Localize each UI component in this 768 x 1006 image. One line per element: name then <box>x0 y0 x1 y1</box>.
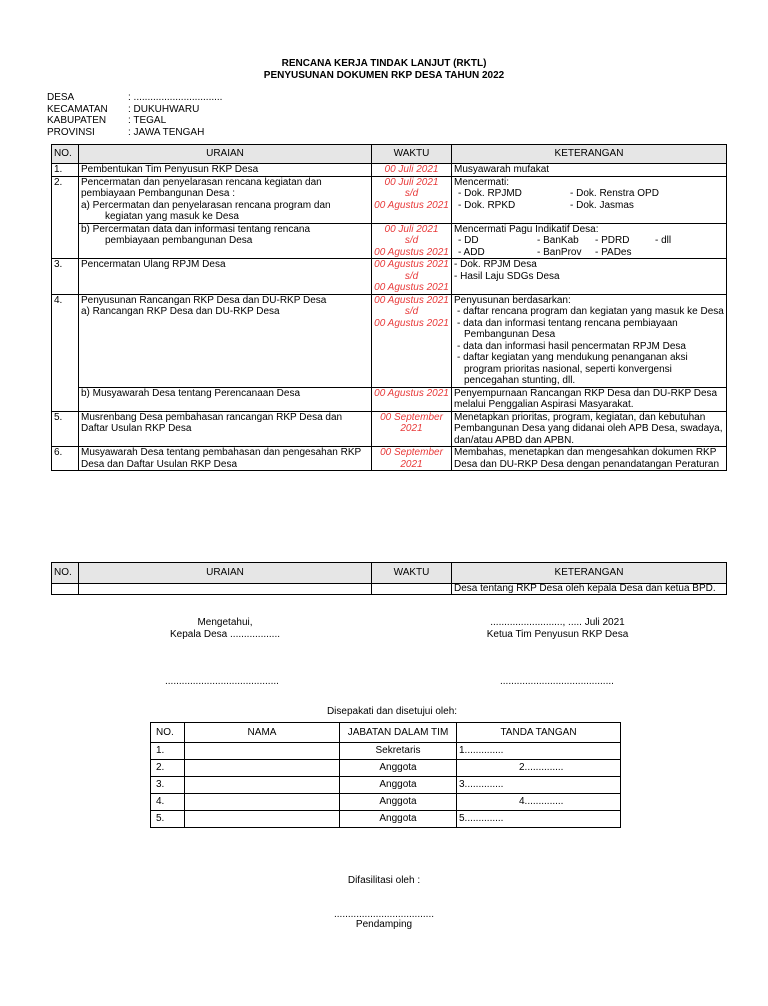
row-nama <box>185 811 340 828</box>
sign-line-left: ......................................... <box>165 676 279 687</box>
uraian-line: Musyawarah Desa tentang pembahasan dan pengesahan RKP <box>81 447 362 458</box>
ket-line: Mencermati Pagu Indikatif Desa: <box>454 223 599 235</box>
sign-date: .........................., ..... Juli 2021 <box>490 617 625 628</box>
row-keterangan <box>452 387 727 411</box>
row-uraian <box>79 294 372 387</box>
col-no: NO. <box>151 723 185 743</box>
facilitator-role: Pendamping <box>355 919 413 930</box>
row-no: 1. <box>52 164 79 177</box>
row-waktu <box>372 259 452 295</box>
ket-line: Mencermati: <box>454 176 510 188</box>
ket-item: - PADes <box>595 246 632 258</box>
col-no: NO. <box>52 145 79 164</box>
row-nama <box>185 743 340 760</box>
table-row <box>52 176 727 223</box>
col-keterangan: KETERANGAN <box>452 563 727 584</box>
row-ttd: 1.............. <box>457 743 621 760</box>
uraian-line: Pencermatan dan penyelarasan rencana kegiatan dan <box>81 176 322 188</box>
ket-item: - data dan informasi tentang rencana pembiayaan Pembangunan Desa <box>457 317 678 340</box>
waktu-line: 00 Agustus 2021 <box>374 259 449 270</box>
ket-line: - Dok. RPJM Desa <box>454 259 537 270</box>
ket-item: - dll <box>655 235 672 246</box>
waktu-line: s/d <box>404 270 419 282</box>
ket-line: - Hasil Laju SDGs Desa <box>454 270 560 282</box>
info-label: KECAMATAN <box>47 103 108 115</box>
waktu-line: 00 Agustus 2021 <box>374 246 449 258</box>
row-nama <box>185 760 340 777</box>
ket-line: Pembangunan Desa yang didanai oleh APB Desa, swadaya, <box>454 423 723 434</box>
info-value: : TEGAL <box>128 115 167 126</box>
row-waktu <box>372 411 452 447</box>
ket-line: Desa dan DU-RKP Desa dengan penandatangan Peraturan <box>454 458 719 470</box>
row-uraian: b) Musyawarah Desa tentang Perencanaan Desa <box>79 387 372 411</box>
sign-line-right: ......................................... <box>500 676 614 687</box>
ket-line: melalui Penggalian Aspirasi Masyarakat. <box>454 399 634 410</box>
ket-item: - PDRD <box>595 235 630 246</box>
table-row <box>151 811 621 828</box>
uraian-line: Desa dan Daftar Usulan RKP Desa <box>81 458 238 470</box>
row-no: 5. <box>151 811 185 828</box>
ket-item: - data dan informasi hasil pencermatan RPJM Desa <box>457 340 686 352</box>
row-no: 4. <box>52 294 79 387</box>
uraian-line: Daftar Usulan RKP Desa <box>81 423 192 434</box>
ket-item: - DD <box>458 235 479 246</box>
row-no: 2. <box>52 176 79 223</box>
waktu-line: 00 Juli 2021 <box>384 176 439 188</box>
row-no: 6. <box>52 447 79 471</box>
info-label: PROVINSI <box>47 126 95 138</box>
row-no: 3. <box>151 777 185 794</box>
row-no: 5. <box>52 411 79 447</box>
waktu-line: 00 Agustus 2021 <box>374 317 449 329</box>
agreement-caption: Disepakati dan disetujui oleh: <box>326 706 458 717</box>
uraian-line: pembiayaan Pembangunan Desa : <box>81 188 235 199</box>
row-nama <box>185 794 340 811</box>
waktu-line: 00 Agustus 2021 <box>374 199 449 211</box>
info-label: DESA <box>47 92 75 103</box>
col-nama: NAMA <box>185 723 340 743</box>
sign-caption: Mengetahui, <box>197 617 253 628</box>
info-value: : JAWA TENGAH <box>128 126 205 138</box>
table-row <box>52 164 727 177</box>
table-row <box>52 259 727 295</box>
village-info <box>47 92 222 138</box>
col-jabatan: JABATAN DALAM TIM <box>340 723 457 743</box>
ket-item: - BanProv <box>537 246 582 258</box>
row-no: 2. <box>151 760 185 777</box>
waktu-line: s/d <box>404 306 419 317</box>
ket-item: - daftar rencana program dan kegiatan yang masuk ke Desa <box>457 306 724 317</box>
sign-title: Kepala Desa .................. <box>169 628 281 640</box>
row-ttd: 2.............. <box>457 760 621 777</box>
ket-item: - ADD <box>458 246 485 258</box>
row-uraian <box>79 223 372 259</box>
waktu-line: 00 Agustus 2021 <box>374 282 449 293</box>
row-no: 1. <box>151 743 185 760</box>
row-keterangan: Musyawarah mufakat <box>452 164 727 177</box>
table-row <box>151 777 621 794</box>
row-keterangan: Desa tentang RKP Desa oleh kepala Desa dan ketua BPD. <box>452 584 727 595</box>
uraian-sub: a) Percermatan dan penyelarasan rencana program dan <box>81 199 331 211</box>
row-jabatan: Anggota <box>340 811 457 828</box>
uraian-sub: a) Rancangan RKP Desa dan DU-RKP Desa <box>81 306 280 317</box>
table-row <box>52 411 727 447</box>
sign-title: Ketua Tim Penyusun RKP Desa <box>486 628 629 640</box>
waktu-line: 00 September <box>380 447 443 458</box>
row-uraian <box>79 176 372 223</box>
table-row <box>151 743 621 760</box>
table-row <box>52 223 727 259</box>
row-uraian <box>79 411 372 447</box>
row-waktu <box>372 447 452 471</box>
uraian-line: Musrenbang Desa pembahasan rancangan RKP Desa dan <box>81 411 343 423</box>
signature-right <box>470 617 645 640</box>
waktu-line: s/d <box>404 188 419 199</box>
row-ttd: 5.............. <box>457 811 621 828</box>
waktu-line: 00 Juli 2021 <box>384 223 439 235</box>
row-keterangan <box>452 259 727 295</box>
row-no: 3. <box>52 259 79 295</box>
row-waktu <box>372 176 452 223</box>
table-row <box>151 760 621 777</box>
col-uraian: URAIAN <box>79 145 372 164</box>
row-no: 4. <box>151 794 185 811</box>
row-uraian: Pencermatan Ulang RPJM Desa <box>79 259 372 295</box>
uraian-sub: pembiayaan pembangunan Desa <box>105 235 253 246</box>
ket-item: - Dok. RPJMD <box>458 188 522 199</box>
ket-line: dan/atau APBD dan APBN. <box>454 434 575 446</box>
agreement-table <box>150 722 621 828</box>
row-jabatan: Anggota <box>340 794 457 811</box>
uraian-line: Penyusunan Rancangan RKP Desa dan DU-RKP Desa <box>81 294 327 306</box>
waktu-line: 2021 <box>400 423 423 434</box>
row-keterangan <box>452 447 727 471</box>
info-value: : ................................ <box>128 92 223 103</box>
doc-title: RENCANA KERJA TINDAK LANJUT (RKTL) <box>281 58 487 69</box>
row-keterangan <box>452 411 727 447</box>
signature-left <box>150 617 300 640</box>
ket-item: - Dok. Renstra OPD <box>570 188 659 199</box>
table-row <box>52 447 727 471</box>
ket-item: - Dok. RPKD <box>458 199 516 211</box>
ket-item: - Dok. Jasmas <box>570 199 634 211</box>
row-ttd: 4.............. <box>457 794 621 811</box>
ket-line: Menetapkan prioritas, program, kegiatan, dan kebutuhan <box>454 411 706 423</box>
col-waktu: WAKTU <box>372 145 452 164</box>
waktu-line: s/d <box>404 235 419 246</box>
row-jabatan: Anggota <box>340 777 457 794</box>
row-jabatan: Sekretaris <box>340 743 457 760</box>
ket-line: Penyusunan berdasarkan: <box>454 294 571 306</box>
col-keterangan: KETERANGAN <box>452 145 727 164</box>
facilitator-line: .................................... <box>333 909 435 920</box>
ket-item: - BanKab <box>537 235 579 246</box>
row-ttd: 3.............. <box>457 777 621 794</box>
row-waktu: 00 Juli 2021 <box>372 164 452 177</box>
row-waktu <box>372 223 452 259</box>
facilitator-caption: Difasilitasi oleh : <box>347 875 421 886</box>
row-waktu: 00 Agustus 2021 <box>372 387 452 411</box>
table-row <box>52 387 727 411</box>
rktl-table <box>51 144 727 471</box>
ket-item: - daftar kegiatan yang mendukung penanganan aksi program prioritas nasional, seperti konvergensi pencegahan stunting, dll. <box>457 352 688 386</box>
col-tanda-tangan: TANDA TANGAN <box>457 723 621 743</box>
row-uraian <box>79 447 372 471</box>
row-keterangan <box>452 223 727 259</box>
uraian-sub: kegiatan yang masuk ke Desa <box>105 211 239 222</box>
doc-subtitle: PENYUSUNAN DOKUMEN RKP DESA TAHUN 2022 <box>263 70 505 81</box>
info-label: KABUPATEN <box>47 115 107 126</box>
row-jabatan: Anggota <box>340 760 457 777</box>
row-nama <box>185 777 340 794</box>
row-keterangan <box>452 176 727 223</box>
waktu-line: 00 Agustus 2021 <box>374 294 449 306</box>
table-row <box>151 794 621 811</box>
row-uraian: Pembentukan Tim Penyusun RKP Desa <box>79 164 372 177</box>
col-waktu: WAKTU <box>372 563 452 584</box>
row-keterangan <box>452 294 727 387</box>
table-row <box>52 294 727 387</box>
table-row <box>52 584 727 595</box>
col-uraian: URAIAN <box>79 563 372 584</box>
ket-line: Penyempurnaan Rancangan RKP Desa dan DU-RKP Desa <box>454 387 718 399</box>
waktu-line: 2021 <box>400 458 423 470</box>
col-no: NO. <box>52 563 79 584</box>
row-waktu <box>372 294 452 387</box>
ket-line: Membahas, menetapkan dan mengesahkan dokumen RKP <box>454 447 717 458</box>
waktu-line: 00 September <box>380 411 443 423</box>
uraian-sub: b) Percermatan data dan informasi tentang rencana <box>81 223 311 235</box>
rktl-table-continued <box>51 562 727 595</box>
info-value: : DUKUHWARU <box>128 103 200 115</box>
